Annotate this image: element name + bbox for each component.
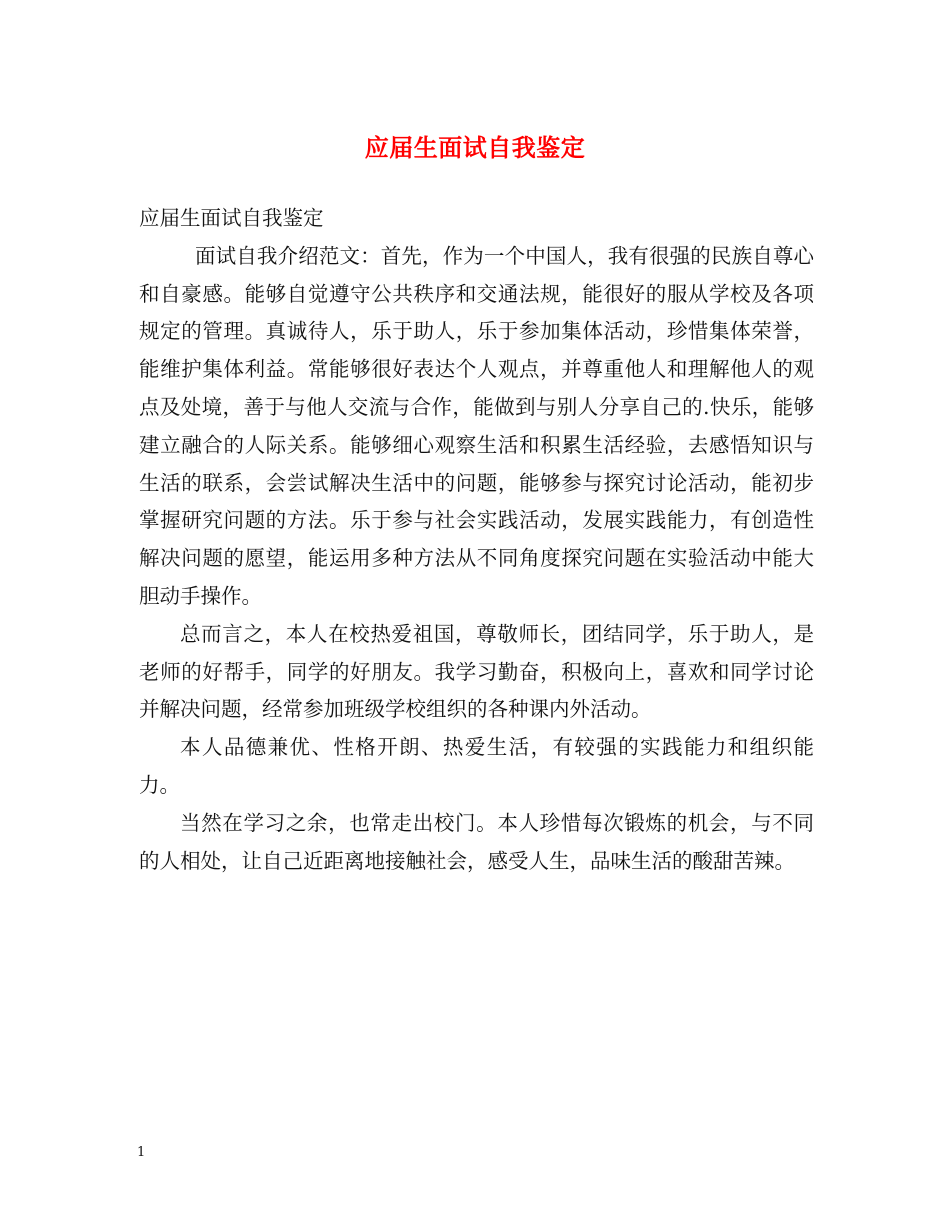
paragraph-intro: 面试自我介绍范文：首先，作为一个中国人，我有很强的民族自尊心和自豪感。能够自觉遵守公共秩序和交通法规，能很好的服从学校及各项规定的管理。真诚待人，乐于助人，乐于参加集体活动，珍惜集体荣誉，能维护集体利益。常能够很好表达个人观点，并尊重他人和理解他人的观点及处境，善于与他人交流与合作，能做到与别人分享自己的.快乐，能够建立融合的人际关系。能够细心观察生活和积累生活经验，去感悟知识与生活的联系，会尝试解决生活中的问题，能够参与探究讨论活动，能初步掌握研究问题的方法。乐于参与社会实践活动，发展实践能力，有创造性解决问题的愿望，能运用多种方法从不同角度探究问题在实验活动中能大胆动手操作。 [139,243,814,608]
document-title: 应届生面试自我鉴定 [364,133,586,162]
paragraph-summary: 总而言之，本人在校热爱祖国，尊敬师长，团结同学，乐于助人，是老师的好帮手，同学的好朋友。我学习勤奋，积极向上，喜欢和同学讨论并解决问题，经常参加班级学校组织的各种课内外活动。 [139,621,814,722]
page-number: 1 [137,1145,146,1160]
document-subtitle: 应届生面试自我鉴定 [139,206,324,230]
document-body [139,200,814,880]
paragraph-social-practice: 当然在学习之余，也常走出校门。本人珍惜每次锻炼的机会，与不同的人相处，让自己近距离地接触社会，感受人生，品味生活的酸甜苦辣。 [139,810,814,873]
paragraph-character: 本人品德兼优、性格开朗、热爱生活，有较强的实践能力和组织能力。 [139,735,814,797]
